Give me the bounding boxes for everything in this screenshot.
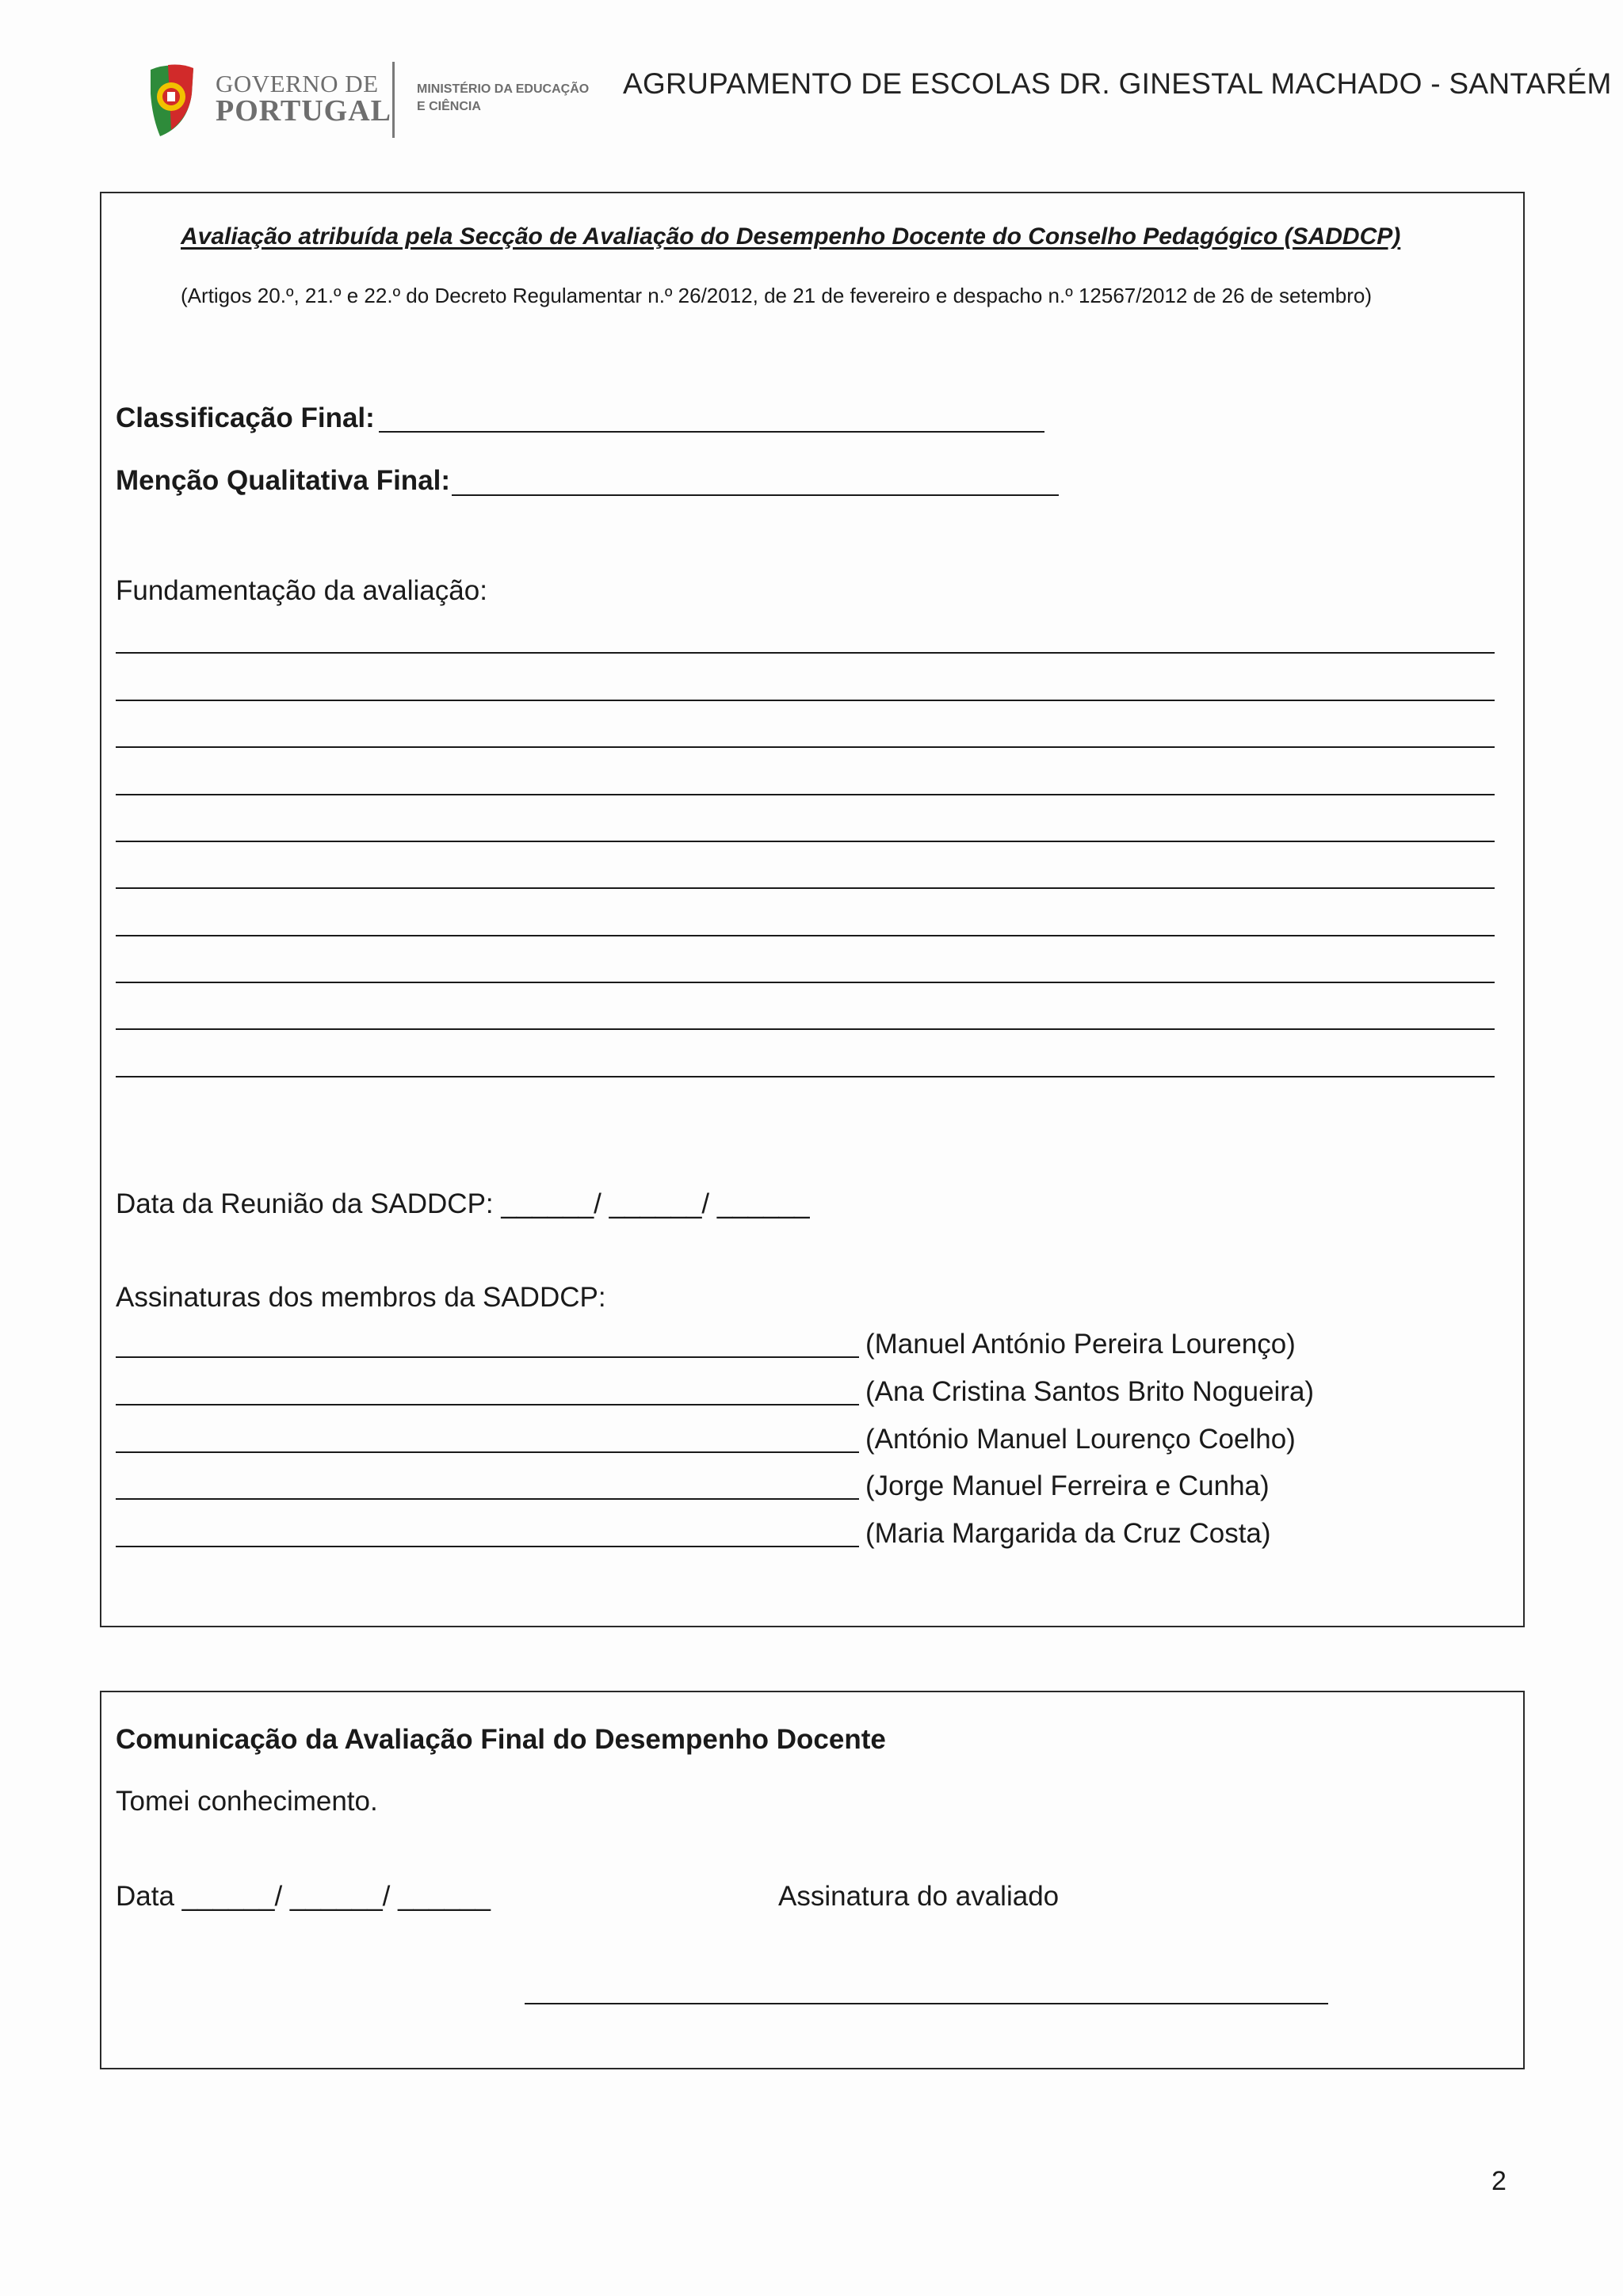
final-mention-label: Menção Qualitativa Final: — [116, 465, 451, 496]
acknowledgement-text: Tomei conhecimento. — [116, 1786, 378, 1817]
signature-line[interactable] — [116, 1546, 859, 1547]
member-name: (Maria Margarida da Cruz Costa) — [865, 1518, 1271, 1549]
final-mention-field[interactable] — [452, 494, 1059, 496]
justification-line[interactable] — [116, 652, 1495, 654]
justification-line[interactable] — [116, 700, 1495, 701]
evaluation-title: Avaliação atribuída pela Secção de Avaliação do Desempenho Docente do Conselho Pedagógico (SADDCP) — [181, 223, 1401, 250]
justification-line[interactable] — [116, 887, 1495, 889]
justification-line[interactable] — [116, 982, 1495, 983]
final-classification-field[interactable] — [379, 431, 1044, 433]
member-name: (Manuel António Pereira Lourenço) — [865, 1329, 1296, 1360]
member-name: (António Manuel Lourenço Coelho) — [865, 1424, 1296, 1455]
justification-line[interactable] — [116, 1076, 1495, 1077]
member-name: (Ana Cristina Santos Brito Nogueira) — [865, 1376, 1315, 1407]
logo-line-2: PORTUGAL — [216, 94, 392, 128]
portugal-crest-icon — [144, 62, 200, 138]
justification-label: Fundamentação da avaliação: — [116, 575, 487, 606]
justification-line[interactable] — [116, 794, 1495, 795]
assessee-signature-label: Assinatura do avaliado — [778, 1881, 1060, 1912]
communication-date[interactable]: Data ______/ ______/ ______ — [116, 1881, 491, 1912]
justification-line[interactable] — [116, 841, 1495, 842]
legal-reference: (Artigos 20.º, 21.º e 22.º do Decreto Regulamentar n.º 26/2012, de 21 de fevereiro e despacho n.º 12567/2012 de 26 de setembro) — [181, 284, 1373, 307]
final-classification-label: Classificação Final: — [116, 402, 375, 433]
signature-line[interactable] — [116, 1451, 859, 1453]
signature-line[interactable] — [116, 1356, 859, 1358]
assessee-signature-field[interactable] — [525, 2003, 1328, 2004]
communication-title: Comunicação da Avaliação Final do Desempenho Docente — [116, 1724, 886, 1755]
logo-line-1: GOVERNO DE — [216, 70, 379, 97]
ministry-line-1: MINISTÉRIO DA EDUCAÇÃO — [417, 82, 590, 96]
logo-divider — [392, 62, 395, 138]
signature-line[interactable] — [116, 1404, 859, 1405]
signature-line[interactable] — [116, 1498, 859, 1500]
meeting-date[interactable]: Data da Reunião da SADDCP: ______/ ______/ ______ — [116, 1188, 810, 1219]
page-number: 2 — [1491, 2166, 1507, 2196]
ministry-line-2: E CIÊNCIA — [417, 100, 481, 113]
member-name: (Jorge Manuel Ferreira e Cunha) — [865, 1470, 1270, 1501]
justification-line[interactable] — [116, 1028, 1495, 1030]
school-name: AGRUPAMENTO DE ESCOLAS DR. GINESTAL MACHADO - SANTARÉM — [623, 67, 1612, 100]
signatures-label: Assinaturas dos membros da SADDCP: — [116, 1282, 606, 1313]
justification-line[interactable] — [116, 935, 1495, 936]
justification-line[interactable] — [116, 746, 1495, 748]
